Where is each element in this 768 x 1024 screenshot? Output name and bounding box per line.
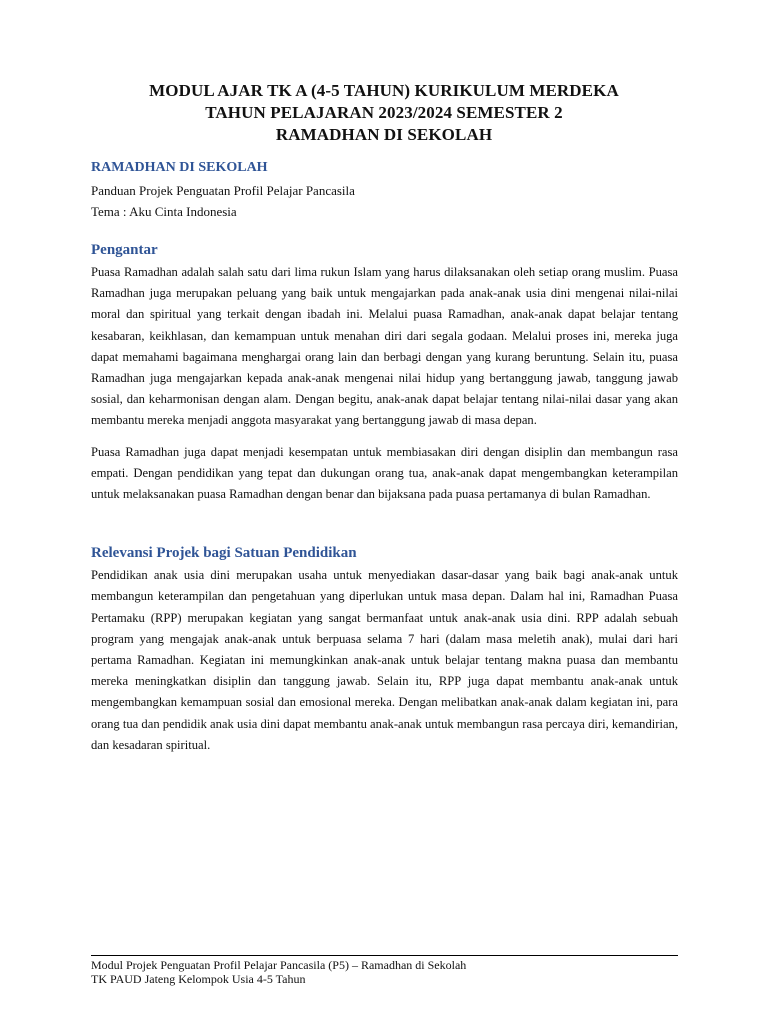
title-line-1: MODUL AJAR TK A (4-5 TAHUN) KURIKULUM MERDEKA	[149, 81, 619, 100]
pengantar-paragraph-2: Puasa Ramadhan juga dapat menjadi kesempatan untuk membiasakan diri dengan disiplin dan membangun rasa empati. Dengan pendidikan yang tepat dan dukungan orang tua, anak-anak dapat mengembangkan keterampilan untuk melaksanakan puasa Ramadhan dengan benar dan bijaksana pada puasa pertamanya di bulan Ramadhan.	[91, 444, 678, 502]
relevansi-paragraph-1: Pendidikan anak usia dini merupakan usaha untuk menyediakan dasar-dasar yang baik bagi anak-anak untuk membangun keterampilan dan pengetahuan yang diperlukan untuk masa depan. Dalam hal ini, Ramadhan Puasa Pertamaku (RPP) merupakan kegiatan yang sangat bermanfaat untuk anak-anak usia dini. RPP adalah sebuah program yang mengajak anak-anak untuk berpuasa selama 7 hari (dalam masa meletih anak), mulai dari hari pertama Ramadhan. Kegiatan ini memungkinkan anak-anak untuk belajar tentang makna puasa dan membantu mereka meningkatkan disiplin dan tanggung jawab. Selain itu, RPP juga dapat membantu anak-anak untuk mengembangkan kemampuan sosial dan emosional mereka. Dengan melibatkan anak-anak dalam kegiatan ini, para orang tua dan pendidik anak usia dini dapat membantu anak-anak untuk membangun rasa percaya diri, kemandirian, dan kesadaran spiritual.	[91, 568, 678, 752]
document-title	[0, 80, 768, 146]
pengantar-paragraph-1: Puasa Ramadhan adalah salah satu dari lima rukun Islam yang harus dilaksanakan oleh setiap orang muslim. Puasa Ramadhan juga merupakan peluang yang baik untuk mengajarkan pada anak-anak usia dini mengenai nilai-nilai moral dan spiritual yang terkait dengan ibadah ini. Melalui puasa Ramadhan, anak-anak dapat belajar tentang kesabaran, keikhlasan, dan kemampuan untuk menahan diri dari segala godaan. Melalui proses ini, mereka juga dapat memahami bagaimana menghargai orang lain dan berbagi dengan yang kurang beruntung. Selain itu, puasa Ramadhan juga mengajarkan kepada anak-anak mengenai nilai hidup yang bertanggung jawab, tanggung jawab sosial, dan keharmonisan dengan alam. Dengan begitu, anak-anak dapat belajar tentang nilai-nilai dasar yang akan membantu mereka menjadi anggota masyarakat yang bertanggung jawab di masa depan.	[91, 265, 678, 428]
footer-line-2: TK PAUD Jateng Kelompok Usia 4-5 Tahun	[91, 972, 306, 986]
title-line-3: RAMADHAN DI SEKOLAH	[275, 125, 493, 144]
footer-line-1: Modul Projek Penguatan Profil Pelajar Pancasila (P5) – Ramadhan di Sekolah	[91, 958, 467, 972]
theme-line: Tema : Aku Cinta Indonesia	[91, 204, 237, 219]
intro-heading: RAMADHAN DI SEKOLAH	[91, 160, 268, 175]
pengantar-heading: Pengantar	[91, 242, 158, 258]
relevansi-heading: Relevansi Projek bagi Satuan Pendidikan	[91, 545, 357, 562]
document-body	[91, 160, 678, 756]
page-footer	[91, 955, 678, 986]
guide-line: Panduan Projek Penguatan Profil Pelajar Pancasila	[91, 183, 355, 198]
title-line-2: TAHUN PELAJARAN 2023/2024 SEMESTER 2	[205, 103, 563, 122]
